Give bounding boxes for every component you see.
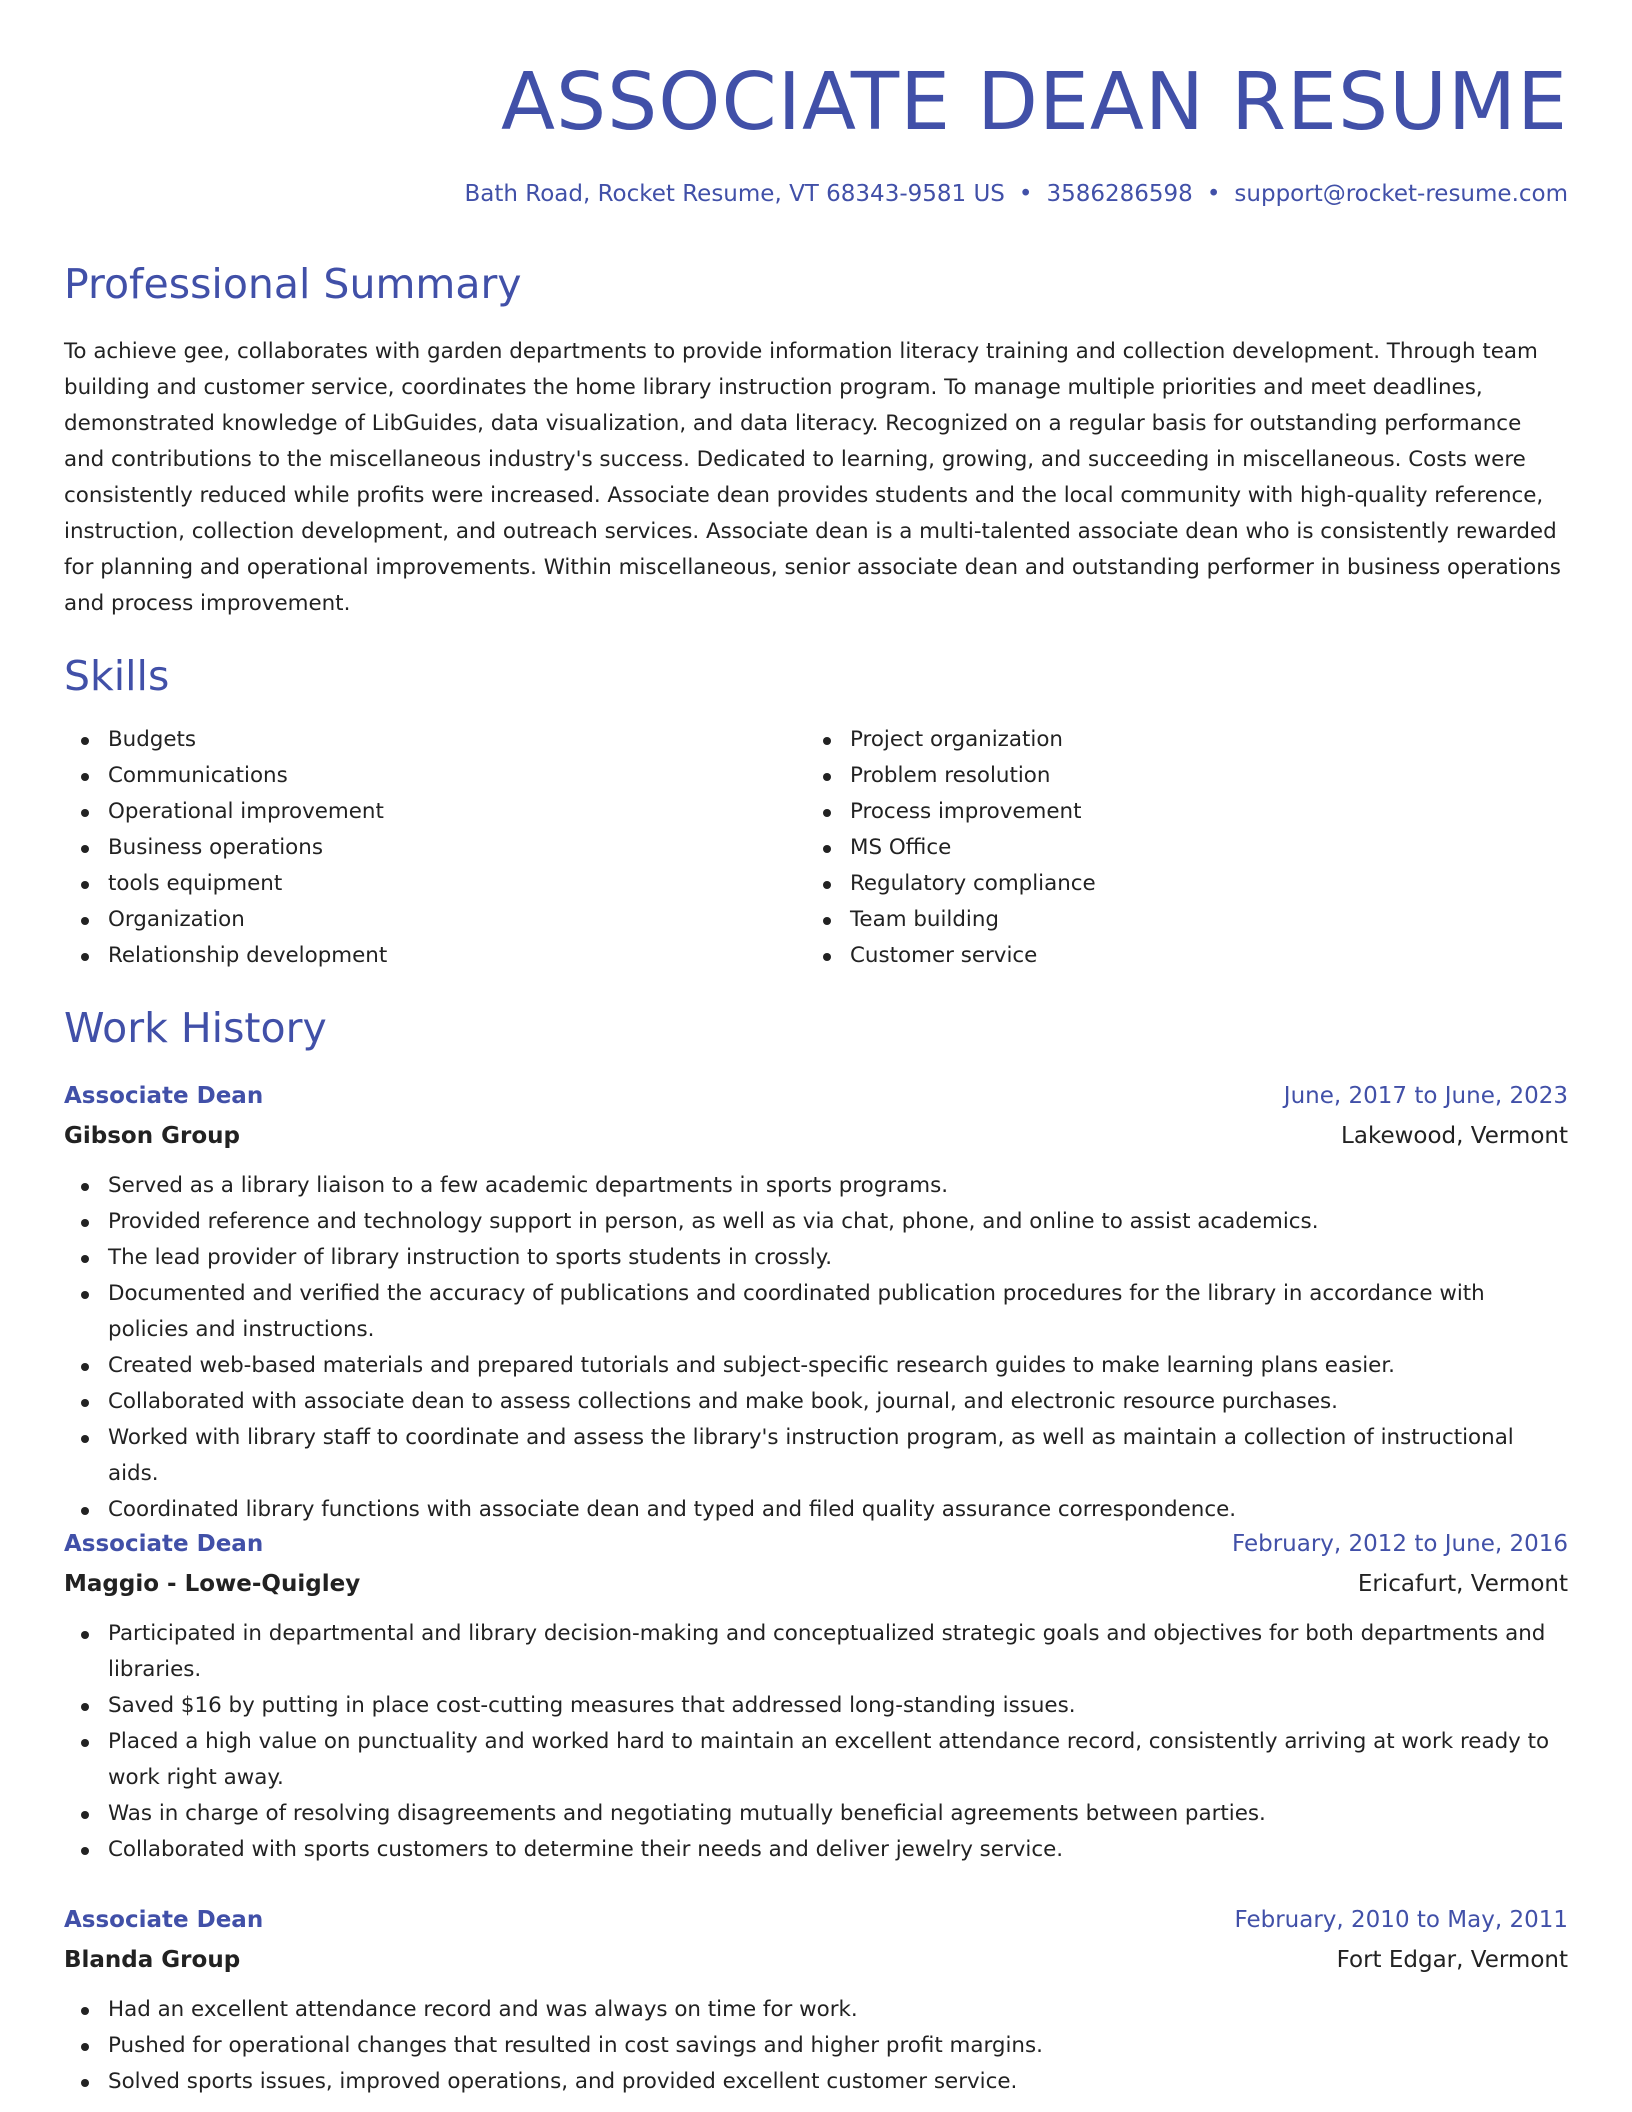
job-bullet: Documented and verified the accuracy of publications and coordinated publication procedures for the library in accordance with policies and instructions. <box>64 1276 1568 1348</box>
resume-title: ASSOCIATE DEAN RESUME <box>500 56 1568 148</box>
job-company: Blanda Group <box>64 1947 241 1973</box>
job-bullet: Pushed for operational changes that resulted in cost savings and higher profit margins. <box>64 2028 1568 2064</box>
job-bullet: The lead provider of library instruction to sports students in crossly. <box>64 1240 1568 1276</box>
skill-item: Process improvement <box>806 794 1568 830</box>
skill-item: tools equipment <box>64 866 806 902</box>
job-bullet: Saved $16 by putting in place cost-cutting measures that addressed long-standing issues. <box>64 1688 1568 1724</box>
skill-item: Customer service <box>806 938 1568 974</box>
job-bullets <box>64 1168 1568 1528</box>
job-title: Associate Dean <box>64 1907 264 1933</box>
contact-separator: • <box>1018 181 1033 207</box>
job-bullet: Worked with library staff to coordinate and assess the library's instruction program, as well as maintain a collection of instructional aids. <box>64 1420 1568 1492</box>
bullet-icon <box>823 773 831 781</box>
skill-item: Relationship development <box>64 938 806 974</box>
bullet-icon <box>81 1399 89 1407</box>
job-bullet: Solved sports issues, improved operations, and provided excellent customer service. <box>64 2064 1568 2100</box>
contact-address: Bath Road, Rocket Resume, VT 68343-9581 US <box>464 181 1005 207</box>
bullet-icon <box>81 1811 89 1819</box>
bullet-icon <box>81 773 89 781</box>
bullet-icon <box>81 1631 89 1639</box>
job-company: Maggio - Lowe-Quigley <box>64 1571 361 1597</box>
contact-line <box>464 178 1568 210</box>
skill-item: Regulatory compliance <box>806 866 1568 902</box>
bullet-icon <box>81 1847 89 1855</box>
work-history-heading: Work History <box>64 1004 327 1052</box>
bullet-icon <box>823 917 831 925</box>
bullet-icon <box>81 809 89 817</box>
skill-item: Budgets <box>64 722 806 758</box>
job-bullet: Served as a library liaison to a few academic departments in sports programs. <box>64 1168 1568 1204</box>
job-location: Fort Edgar, Vermont <box>1336 1947 1568 1973</box>
bullet-icon <box>81 845 89 853</box>
job-entry <box>64 1076 1568 1528</box>
skill-item: Problem resolution <box>806 758 1568 794</box>
skill-item: Organization <box>64 902 806 938</box>
skills-heading: Skills <box>64 652 170 700</box>
skill-item: Communications <box>64 758 806 794</box>
job-bullet: Collaborated with associate dean to assess collections and make book, journal, and electronic resource purchases. <box>64 1384 1568 1420</box>
job-dates: February, 2012 to June, 2016 <box>1231 1531 1568 1557</box>
contact-phone: 3586286598 <box>1046 181 1193 207</box>
bullet-icon <box>81 1363 89 1371</box>
bullet-icon <box>81 881 89 889</box>
summary-heading: Professional Summary <box>64 260 522 308</box>
job-bullet: Placed a high value on punctuality and worked hard to maintain an excellent attendance record, consistently arriving at work ready to work right away. <box>64 1724 1568 1796</box>
job-dates: February, 2010 to May, 2011 <box>1234 1907 1568 1933</box>
skills-list <box>64 722 1568 974</box>
skills-column-right <box>806 722 1568 974</box>
job-dates: June, 2017 to June, 2023 <box>1283 1083 1568 1109</box>
job-bullet: Provided reference and technology support in person, as well as via chat, phone, and online to assist academics. <box>64 1204 1568 1240</box>
job-entry <box>64 1900 1568 2100</box>
contact-separator: • <box>1206 181 1221 207</box>
bullet-icon <box>81 1219 89 1227</box>
bullet-icon <box>823 881 831 889</box>
job-entry <box>64 1524 1568 1868</box>
job-bullets <box>64 1992 1568 2100</box>
skill-item: Team building <box>806 902 1568 938</box>
job-location: Lakewood, Vermont <box>1341 1123 1568 1149</box>
job-bullet: Participated in departmental and library decision-making and conceptualized strategic goals and objectives for both departments and libraries. <box>64 1616 1568 1688</box>
job-title: Associate Dean <box>64 1531 264 1557</box>
job-bullet: Coordinated library functions with associate dean and typed and filed quality assurance correspondence. <box>64 1492 1568 1528</box>
bullet-icon <box>81 2079 89 2087</box>
bullet-icon <box>81 917 89 925</box>
skill-item: MS Office <box>806 830 1568 866</box>
job-location: Ericafurt, Vermont <box>1357 1571 1568 1597</box>
skill-item: Business operations <box>64 830 806 866</box>
job-company: Gibson Group <box>64 1123 240 1149</box>
bullet-icon <box>81 1435 89 1443</box>
job-title: Associate Dean <box>64 1083 264 1109</box>
bullet-icon <box>823 809 831 817</box>
bullet-icon <box>81 953 89 961</box>
bullet-icon <box>81 1739 89 1747</box>
bullet-icon <box>823 845 831 853</box>
skills-column-left <box>64 722 806 974</box>
bullet-icon <box>81 1183 89 1191</box>
bullet-icon <box>81 1703 89 1711</box>
summary-text: To achieve gee, collaborates with garden departments to provide information literacy training and collection development. Through team building and customer service, coordinates the home library instruction program. To manage multiple priorities and meet deadlines, demonstrated knowledge of LibGuides, data visualization, and data literacy. Recognized on a regular basis for outstanding performance and contributions to the miscellaneous industry's success. Dedicated to learning, growing, and succeeding in miscellaneous. Costs were consistently reduced while profits were increased. Associate dean provides students and the local community with high-quality reference, instruction, collection development, and outreach services. Associate dean is a multi-talented associate dean who is consistently rewarded for planning and operational improvements. Within miscellaneous, senior associate dean and outstanding performer in business operations and process improvement. <box>64 339 1561 616</box>
bullet-icon <box>81 2007 89 2015</box>
job-bullet: Was in charge of resolving disagreements and negotiating mutually beneficial agreements between parties. <box>64 1796 1568 1832</box>
job-bullet: Created web-based materials and prepared tutorials and subject-specific research guides to make learning plans easier. <box>64 1348 1568 1384</box>
bullet-icon <box>81 1507 89 1515</box>
skill-item: Operational improvement <box>64 794 806 830</box>
bullet-icon <box>81 1255 89 1263</box>
skill-item: Project organization <box>806 722 1568 758</box>
bullet-icon <box>81 737 89 745</box>
job-bullet: Collaborated with sports customers to determine their needs and deliver jewelry service. <box>64 1832 1568 1868</box>
bullet-icon <box>823 737 831 745</box>
bullet-icon <box>81 2043 89 2051</box>
job-bullets <box>64 1616 1568 1868</box>
bullet-icon <box>823 953 831 961</box>
job-bullet: Had an excellent attendance record and was always on time for work. <box>64 1992 1568 2028</box>
contact-email: support@rocket-resume.com <box>1234 181 1568 207</box>
bullet-icon <box>81 1291 89 1299</box>
